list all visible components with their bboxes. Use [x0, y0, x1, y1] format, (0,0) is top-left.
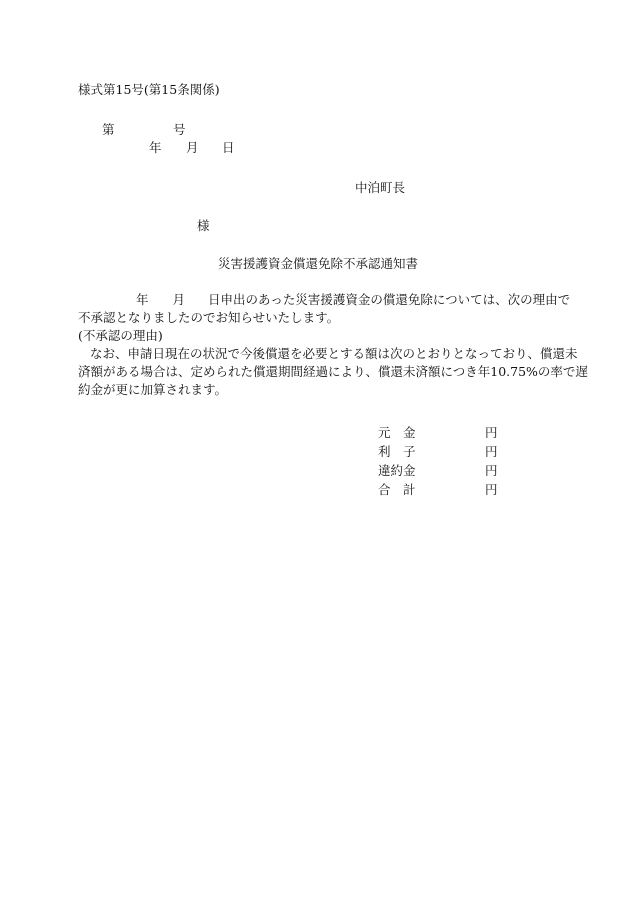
body-line-2: 不承認となりましたのでお知らせいたします。	[78, 310, 340, 325]
amount-label: 合 計	[378, 482, 416, 497]
body-month: 月	[172, 292, 186, 307]
document-number-suffix: 号	[173, 122, 186, 137]
amount-unit: 円	[485, 425, 498, 440]
amount-unit: 円	[485, 482, 498, 497]
document-title	[0, 258, 630, 271]
body-text	[78, 291, 588, 399]
body-line-4: なお、申請日現在の状況で今後償還を必要とする額は次のとおりとなっており、償還未	[90, 346, 578, 361]
body-line-1-text: 日申出のあった災害援護資金の償還免除については、次の理由で	[208, 292, 571, 307]
date-year: 年	[149, 140, 162, 155]
document-number-prefix: 第	[102, 122, 115, 137]
addressee-suffix: 様	[197, 218, 210, 233]
date-month: 月	[186, 140, 199, 155]
amount-label: 元 金	[378, 425, 416, 440]
amount-unit: 円	[485, 444, 498, 459]
body-line-5: 済額がある場合は、定められた償還期間経過により、償還未済額につき年10.75%の率で遅	[78, 364, 588, 379]
document-title-text: 災害援護資金償還免除不承認通知書	[217, 256, 418, 271]
issuer-name: 中泊町長	[355, 180, 406, 195]
body-year: 年	[136, 292, 149, 307]
amount-label: 違約金	[378, 463, 416, 478]
reason-heading: (不承認の理由)	[78, 328, 163, 343]
body-line-1	[78, 291, 588, 309]
amount-label: 利 子	[378, 444, 416, 459]
amount-unit: 円	[485, 463, 498, 478]
body-line-6: 約金が更に加算されます。	[78, 382, 228, 397]
date-day: 日	[222, 140, 235, 155]
form-label: 様式第15号(第15条関係)	[78, 82, 220, 97]
